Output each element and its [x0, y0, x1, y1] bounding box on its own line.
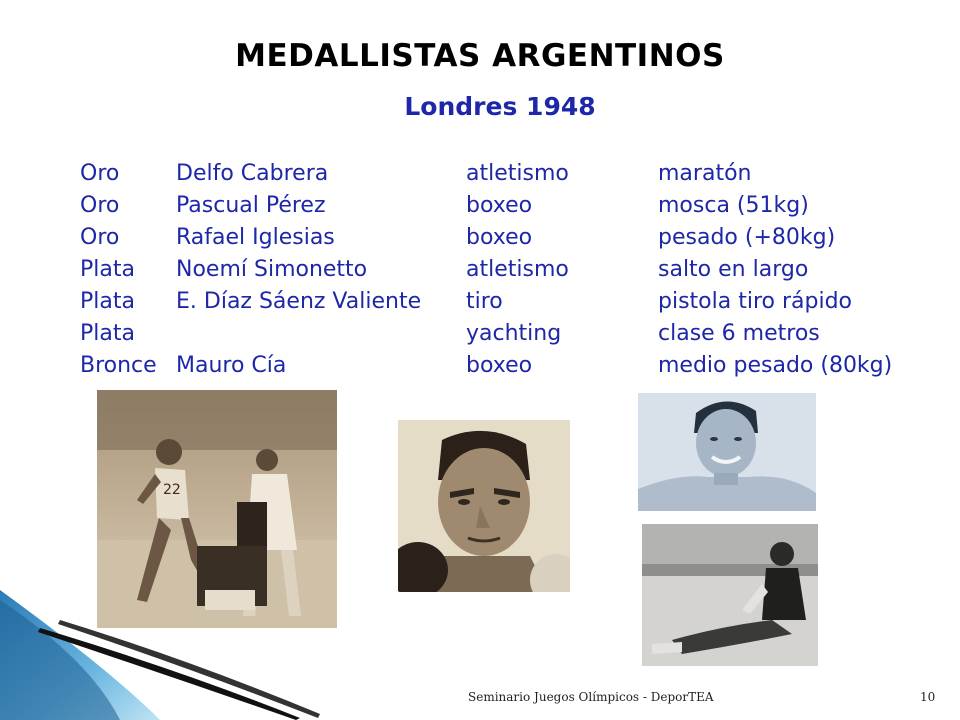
medal-row	[80, 318, 918, 350]
boxer-portrait-photo	[398, 420, 570, 592]
athlete-name: Mauro Cía	[176, 353, 287, 378]
slide-title: MEDALLISTAS ARGENTINOS	[235, 38, 725, 74]
sport-name: boxeo	[466, 353, 533, 378]
medal-type: Oro	[80, 161, 120, 186]
event-name: mosca (51kg)	[658, 193, 809, 218]
woman-athlete-photo	[642, 524, 818, 666]
sport-name: boxeo	[466, 225, 533, 250]
medal-type: Plata	[80, 257, 135, 282]
sport-name: boxeo	[466, 193, 533, 218]
page-number: 10	[920, 690, 936, 704]
event-name: medio pesado (80kg)	[658, 353, 893, 378]
medal-row	[80, 222, 918, 254]
sport-name: atletismo	[466, 257, 569, 282]
athlete-name: Rafael Iglesias	[176, 225, 335, 250]
ribbon-decoration	[0, 590, 320, 720]
medal-type: Oro	[80, 193, 120, 218]
event-name: salto en largo	[658, 257, 809, 282]
sport-name: yachting	[466, 321, 562, 346]
athlete-name: E. Díaz Sáenz Valiente	[176, 289, 422, 314]
athlete-name	[176, 318, 466, 350]
athlete-name: Delfo Cabrera	[176, 161, 329, 186]
medal-row	[80, 286, 918, 318]
medal-row	[80, 190, 918, 222]
athlete-name: Noemí Simonetto	[176, 257, 368, 282]
sport-name: atletismo	[466, 161, 569, 186]
medal-type: Plata	[80, 289, 135, 314]
medal-row	[80, 350, 918, 382]
medal-type: Oro	[80, 225, 120, 250]
slide-subtitle: Londres 1948	[404, 92, 596, 121]
medal-row	[80, 158, 918, 190]
medal-row	[80, 254, 918, 286]
event-name: pistola tiro rápido	[658, 289, 852, 314]
medal-type: Plata	[80, 321, 135, 346]
svg-text:22: 22	[163, 482, 181, 498]
sport-name: tiro	[466, 289, 503, 314]
athlete-smiling-photo	[638, 393, 816, 511]
event-name: pesado (+80kg)	[658, 225, 836, 250]
footer-text: Seminario Juegos Olímpicos - DeporTEA	[468, 690, 714, 704]
athlete-name: Pascual Pérez	[176, 193, 326, 218]
event-name: clase 6 metros	[658, 321, 820, 346]
medal-table	[80, 158, 918, 382]
medal-type: Bronce	[80, 353, 157, 378]
event-name: maratón	[658, 161, 752, 186]
